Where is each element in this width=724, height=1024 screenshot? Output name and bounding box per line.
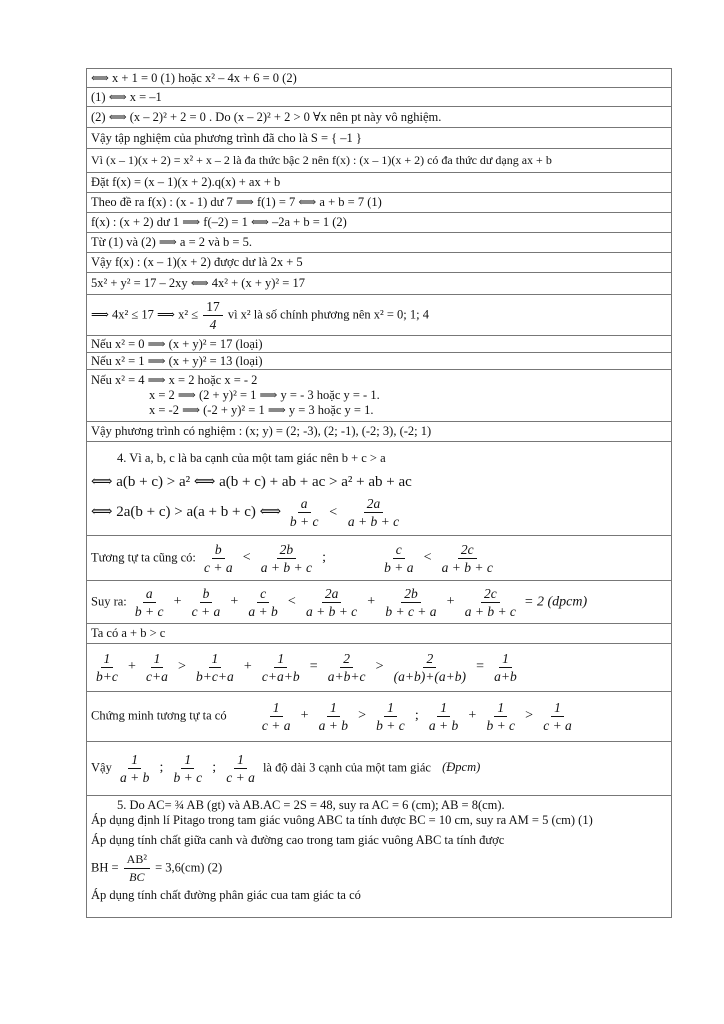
- problem-4-step-2: ⟺ 2a(b + c) > a(a + b + c) ⟺ $\frac{a}{b + c}$ < $\frac{2a}{a + b + c}$: [91, 496, 400, 529]
- row-10: Vậy f(x) : (x – 1)(x + 2) được dư là 2x + 5: [87, 253, 672, 273]
- row-4: Vậy tập nghiệm của phương trình đã cho là S = { –1 }: [87, 128, 672, 149]
- solution-table: [86, 68, 672, 918]
- row-20: Ta có a + b > c: [87, 624, 672, 644]
- row-15-line-1: Nếu x² = 4 ⟹ x = 2 hoặc x = - 2: [91, 373, 258, 387]
- problem-5-intro: 5. Do AC= ¾ AB (gt) và AB.AC = 2S = 48, suy ra AC = 6 (cm); AB = 8(cm).: [117, 798, 505, 812]
- row-21: $\frac{1}{b+c}$ + $\frac{1}{c+a}$ > $\frac{1}{b+c+a}$ + $\frac{1}{c+a+b}$ = $\frac{2}{a+b+c}$ > $\frac{2}{(a+b)+(a+b)}$ = $\frac{1}{a+b}$: [87, 644, 672, 692]
- problem-5-bisector: Áp dụng tính chất đường phân giác cua tam giác ta có: [91, 888, 361, 902]
- problem-4-intro: 4. Vì a, b, c là ba cạnh của một tam giác nên b + c > a: [117, 451, 386, 465]
- row-19: Suy ra: $\frac{a}{b + c}$ + $\frac{b}{c + a}$ + $\frac{c}{a + b}$ < $\frac{2a}{a + b + c}$ + $\frac{2b}{b + c + a}$ + $\frac{2c}{a + b + c}$ = 2 (dpcm): [87, 581, 672, 624]
- row-18: Tương tự ta cũng có: $\frac{b}{c + a}$ < $\frac{2b}{a + b + c}$ ; $\frac{c}{b + a}$ < $\frac{2c}{a + b + c}$: [87, 536, 672, 581]
- row-2: (1) ⟺ x = –1: [87, 88, 672, 107]
- row-12-lead: ⟹ 4x² ≤ 17 ⟹ x² ≤: [91, 306, 199, 321]
- row-24: [87, 796, 672, 918]
- row-11: 5x² + y² = 17 – 2xy ⟺ 4x² + (x + y)² = 17: [87, 273, 672, 295]
- row-3: (2) ⟺ (x – 2)² + 2 = 0 . Do (x – 2)² + 2 > 0 ∀x nên pt này vô nghiệm.: [87, 107, 672, 128]
- problem-4-step-1: ⟺ a(b + c) > a² ⟺ a(b + c) + ab + ac > a² + ab + ac: [91, 474, 412, 490]
- row-15: [87, 370, 672, 422]
- row-23: Vậy $\frac{1}{a + b}$ ; $\frac{1}{b + c}$ ; $\frac{1}{c + a}$ là độ dài 3 cạnh của một tam giác (Đpcm): [87, 742, 672, 796]
- similar-proof-label: Chứng minh tương tự ta có: [91, 708, 227, 723]
- row-8: f(x) : (x + 2) dư 1 ⟹ f(–2) = 1 ⟺ –2a + b = 1 (2): [87, 213, 672, 233]
- row-12-tail: vì x² là số chính phương nên x² = 0; 1; 4: [227, 306, 429, 321]
- row-15-line-3: x = -2 ⟹ (-2 + y)² = 1 ⟹ y = 3 hoặc y = 1.: [149, 403, 374, 417]
- triangle-conclusion: là độ dài 3 cạnh của một tam giác: [262, 760, 431, 775]
- row-6: Đặt f(x) = (x – 1)(x + 2).q(x) + ax + b: [87, 173, 672, 193]
- fraction-17-over-4: $\frac{17}{4}$: [203, 298, 223, 333]
- row-9: Từ (1) và (2) ⟹ a = 2 và b = 5.: [87, 233, 672, 253]
- conclusion-label: Suy ra:: [91, 593, 127, 608]
- row-16: Vậy phương trình có nghiệm : (x; y) = (2; -3), (2; -1), (-2; 3), (-2; 1): [87, 422, 672, 442]
- row-22: Chứng minh tương tự ta có $\frac{1}{c + a}$ + $\frac{1}{a + b}$ > $\frac{1}{b + c}$ ; $\frac{1}{a + b}$ + $\frac{1}{b + c}$ > $\frac{1}{c + a}$: [87, 692, 672, 742]
- problem-5-bh: BH = $\frac{\text{AB²}}{BC}$ = 3,6(cm) (2): [91, 852, 223, 884]
- row-17: [87, 442, 672, 536]
- row-12: [87, 295, 672, 336]
- row-7: Theo đề ra f(x) : (x - 1) dư 7 ⟹ f(1) = 7 ⟺ a + b = 7 (1): [87, 193, 672, 213]
- problem-5-pythagoras: Áp dụng định lí Pitago trong tam giác vuông ABC ta tính được BC = 10 cm, suy ra AM = 5 (cm) (1): [91, 813, 593, 827]
- row-14: Nếu x² = 1 ⟹ (x + y)² = 13 (loại): [87, 353, 672, 370]
- therefore-label: Vậy: [91, 760, 112, 775]
- row-5: Vì (x – 1)(x + 2) = x² + x – 2 là đa thức bậc 2 nên f(x) : (x – 1)(x + 2) có đa thức dư dạng ax + b: [87, 149, 672, 173]
- dpcm-note: = 2 (dpcm): [524, 593, 588, 609]
- row-13: Nếu x² = 0 ⟹ (x + y)² = 17 (loại): [87, 336, 672, 353]
- similar-label: Tương tự ta cũng có:: [91, 549, 196, 564]
- row-1: ⟺ x + 1 = 0 (1) hoặc x² – 4x + 6 = 0 (2): [87, 69, 672, 88]
- row-15-line-2: x = 2 ⟹ (2 + y)² = 1 ⟹ y = - 3 hoặc y = - 1.: [149, 388, 380, 402]
- problem-5-height: Áp dụng tính chất giữa canh và đường cao trong tam giác vuông ABC ta tính được: [91, 833, 505, 847]
- dpcm-note-2: (Đpcm): [442, 760, 481, 775]
